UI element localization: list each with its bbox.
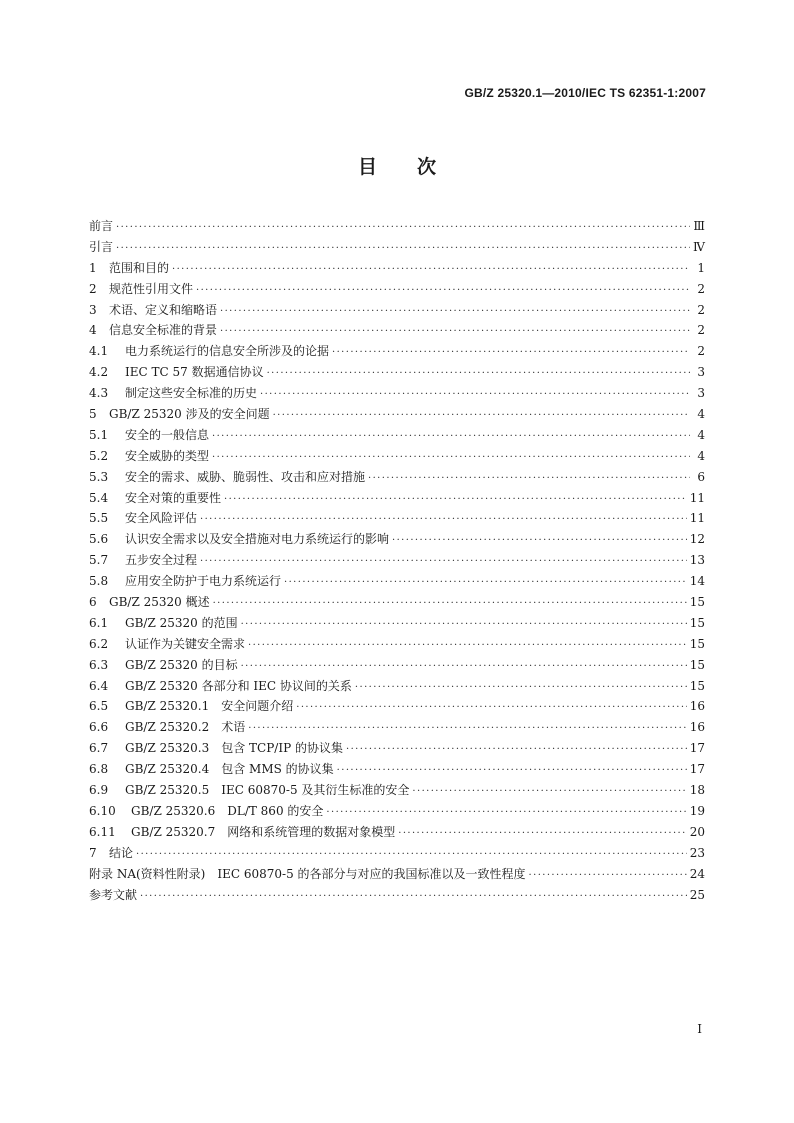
toc-entry-number: 6.3 bbox=[89, 657, 109, 672]
toc-entry[interactable] bbox=[89, 635, 705, 656]
toc-entry-page: 15 bbox=[689, 595, 705, 610]
toc-leader-dots bbox=[200, 514, 687, 525]
toc-entry-page: 4 bbox=[697, 448, 705, 463]
toc-entry-number: 2 bbox=[89, 281, 97, 296]
toc-entry[interactable] bbox=[89, 781, 705, 802]
toc-entry-label: 安全的一般信息 bbox=[125, 427, 210, 442]
toc-entry-page: 3 bbox=[697, 386, 705, 401]
toc-entry-label: 前言 bbox=[89, 219, 114, 233]
toc-entry-label: 认证作为关键安全需求 bbox=[125, 636, 246, 651]
toc-entry-label: GB/Z 25320.2 术语 bbox=[125, 720, 246, 735]
toc-leader-dots bbox=[337, 765, 687, 776]
toc-entry[interactable] bbox=[89, 509, 705, 530]
toc-entry[interactable] bbox=[89, 489, 705, 510]
toc-entry-number: 6.10 bbox=[89, 803, 116, 818]
toc-leader-dots bbox=[196, 285, 690, 296]
toc-entry-number: 6.9 bbox=[89, 783, 109, 798]
toc-entry-label: GB/Z 25320.5 IEC 60870-5 及其衍生标准的安全 bbox=[125, 783, 410, 798]
toc-entry-label: 术语、定义和缩略语 bbox=[109, 302, 218, 317]
toc-entry-page: 14 bbox=[689, 574, 705, 589]
toc-leader-dots bbox=[355, 682, 687, 693]
toc-entry-label: GB/Z 25320 的范围 bbox=[125, 615, 238, 630]
toc-leader-dots bbox=[332, 347, 690, 358]
toc-leader-dots bbox=[220, 306, 690, 317]
toc-entry-number: 4 bbox=[89, 323, 97, 338]
toc-entry-page: 2 bbox=[697, 302, 705, 317]
toc-leader-dots bbox=[248, 640, 687, 651]
toc-entry-label: GB/Z 25320 涉及的安全问题 bbox=[109, 407, 270, 422]
toc-entry-label: GB/Z 25320.7 网络和系统管理的数据对象模型 bbox=[131, 824, 396, 839]
toc-entry-page: Ⅳ bbox=[693, 239, 705, 254]
toc-entry-number: 5.2 bbox=[89, 448, 109, 463]
toc-entry-page: 19 bbox=[689, 803, 705, 818]
toc-entry[interactable] bbox=[89, 405, 705, 426]
toc-entry[interactable] bbox=[89, 447, 705, 468]
toc-leader-dots bbox=[172, 264, 690, 275]
toc-entry-page: Ⅲ bbox=[693, 219, 705, 233]
toc-entry-page: 24 bbox=[689, 866, 705, 881]
toc-entry-label: 五步安全过程 bbox=[125, 553, 198, 568]
toc-entry-label: 电力系统运行的信息安全所涉及的论据 bbox=[125, 344, 330, 359]
toc-entry-label: 范围和目的 bbox=[109, 260, 170, 275]
toc-entry[interactable] bbox=[89, 865, 705, 886]
page-title: 目次 bbox=[357, 156, 476, 178]
toc-entry[interactable] bbox=[89, 677, 705, 698]
toc-leader-dots bbox=[224, 494, 687, 505]
toc-entry-page: 13 bbox=[689, 553, 705, 568]
toc-leader-dots bbox=[368, 473, 690, 484]
toc-entry-page: 12 bbox=[689, 532, 705, 547]
toc-entry-number: 3 bbox=[89, 302, 97, 317]
toc-entry[interactable] bbox=[89, 718, 705, 739]
toc-entry-label: 安全风险评估 bbox=[125, 511, 198, 526]
toc-entry-label: GB/Z 25320 概述 bbox=[109, 595, 210, 610]
toc-entry[interactable] bbox=[89, 656, 705, 677]
toc-entry[interactable] bbox=[89, 844, 705, 865]
toc-entry-number: 6.5 bbox=[89, 699, 109, 714]
toc-entry[interactable] bbox=[89, 363, 705, 384]
toc-entry-number: 6.1 bbox=[89, 615, 109, 630]
toc-entry-number: 5.5 bbox=[89, 511, 109, 526]
toc-leader-dots bbox=[140, 891, 687, 902]
toc-entry[interactable] bbox=[89, 259, 705, 280]
toc-entry-page: 2 bbox=[697, 281, 705, 296]
standard-number: GB/Z 25320.1—2010/IEC TS 62351-1:2007 bbox=[464, 86, 706, 100]
toc-entry[interactable] bbox=[89, 572, 705, 593]
toc-entry-page: 6 bbox=[697, 469, 705, 484]
toc-entry-number: 7 bbox=[89, 845, 97, 860]
toc-leader-dots bbox=[346, 744, 687, 755]
page-folio: Ⅰ bbox=[697, 1022, 702, 1036]
toc-entry-number: 4.3 bbox=[89, 386, 109, 401]
toc-entry-number: 5.6 bbox=[89, 532, 109, 547]
toc-entry[interactable] bbox=[89, 802, 705, 823]
toc-entry-label: GB/Z 25320 各部分和 IEC 协议间的关系 bbox=[125, 678, 352, 693]
toc-entry-number: 6.11 bbox=[89, 824, 116, 839]
toc-entry-label: GB/Z 25320.6 DL/T 860 的安全 bbox=[131, 803, 324, 818]
toc-entry-label: 安全的需求、威胁、脆弱性、攻击和应对措施 bbox=[125, 469, 366, 484]
toc-entry-page: 18 bbox=[689, 783, 705, 798]
toc-entry-number: 1 bbox=[89, 260, 97, 275]
toc-entry[interactable] bbox=[89, 697, 705, 718]
toc-entry-label: 参考文献 bbox=[89, 887, 138, 902]
toc-entry-number: 6.2 bbox=[89, 636, 109, 651]
toc-entry-number: 5.7 bbox=[89, 553, 109, 568]
toc-entry-label: 安全威胁的类型 bbox=[125, 448, 210, 463]
toc-entry-page: 15 bbox=[689, 657, 705, 672]
toc-leader-dots bbox=[212, 431, 690, 442]
toc-leader-dots bbox=[296, 702, 686, 713]
toc-entry[interactable] bbox=[89, 886, 705, 907]
toc-entry-page: 16 bbox=[689, 699, 705, 714]
toc-entry-number: 4.1 bbox=[89, 344, 109, 359]
toc-leader-dots bbox=[200, 556, 687, 567]
toc-entry[interactable] bbox=[89, 384, 705, 405]
toc-entry-label: 制定这些安全标准的历史 bbox=[125, 386, 258, 401]
toc-leader-dots bbox=[241, 619, 687, 630]
toc-entry-number: 5.8 bbox=[89, 574, 109, 589]
toc-entry-label: GB/Z 25320 的目标 bbox=[125, 657, 238, 672]
toc-leader-dots bbox=[284, 577, 687, 588]
toc-entry-page: 4 bbox=[697, 407, 705, 422]
toc-entry-label: 信息安全标准的背景 bbox=[109, 323, 218, 338]
toc-entry-label: 安全对策的重要性 bbox=[125, 490, 222, 505]
toc-entry-number: 5 bbox=[89, 407, 97, 422]
toc-entry[interactable] bbox=[89, 217, 705, 238]
toc-entry-label: 附录 NA(资料性附录) IEC 60870-5 的各部分与对应的我国标准以及一致性程度 bbox=[89, 866, 526, 881]
toc-entry-label: 引言 bbox=[89, 239, 114, 254]
toc-entry-label: 应用安全防护于电力系统运行 bbox=[125, 574, 282, 589]
toc-entry-page: 1 bbox=[697, 260, 705, 275]
toc-leader-dots bbox=[273, 410, 690, 421]
toc-entry-page: 15 bbox=[689, 615, 705, 630]
toc-leader-dots bbox=[136, 849, 687, 860]
toc-entry-page: 20 bbox=[689, 824, 705, 839]
toc-entry-number: 5.1 bbox=[89, 427, 109, 442]
toc-entry-page: 15 bbox=[689, 678, 705, 693]
toc-entry-number: 5.4 bbox=[89, 490, 109, 505]
toc-entry-page: 16 bbox=[689, 720, 705, 735]
toc-leader-dots bbox=[529, 870, 687, 881]
toc-entry-page: 2 bbox=[697, 323, 705, 338]
toc-leader-dots bbox=[398, 828, 686, 839]
toc-entry-page: 25 bbox=[689, 887, 705, 902]
toc-entry[interactable] bbox=[89, 530, 705, 551]
toc-entry-label: GB/Z 25320.3 包含 TCP/IP 的协议集 bbox=[125, 741, 343, 756]
toc-leader-dots bbox=[241, 661, 687, 672]
toc-leader-dots bbox=[220, 326, 690, 337]
toc-entry-label: 规范性引用文件 bbox=[109, 281, 194, 296]
toc-entry-page: 2 bbox=[697, 344, 705, 359]
toc-entry-label: GB/Z 25320.4 包含 MMS 的协议集 bbox=[125, 762, 334, 777]
toc-leader-dots bbox=[248, 723, 686, 734]
toc-entry-page: 23 bbox=[689, 845, 705, 860]
toc-leader-dots bbox=[267, 368, 690, 379]
toc-leader-dots bbox=[326, 807, 686, 818]
toc-entry-page: 15 bbox=[689, 636, 705, 651]
toc-entry[interactable] bbox=[89, 593, 705, 614]
toc-entry-page: 17 bbox=[689, 741, 705, 756]
toc-entry[interactable] bbox=[89, 614, 705, 635]
toc-entry-page: 17 bbox=[689, 762, 705, 777]
toc-entry[interactable] bbox=[89, 321, 705, 342]
toc-entry-page: 11 bbox=[689, 490, 705, 505]
toc-entry-page: 11 bbox=[689, 511, 705, 526]
toc-entry[interactable] bbox=[89, 301, 705, 322]
toc-entry[interactable] bbox=[89, 342, 705, 363]
toc-entry[interactable] bbox=[89, 280, 705, 301]
toc-entry-number: 6.8 bbox=[89, 762, 109, 777]
toc-entry-number: 5.3 bbox=[89, 469, 109, 484]
toc-entry[interactable] bbox=[89, 468, 705, 489]
toc-entry[interactable] bbox=[89, 739, 705, 760]
toc-entry[interactable] bbox=[89, 760, 705, 781]
toc-entry-number: 6 bbox=[89, 595, 97, 610]
toc-leader-dots bbox=[213, 598, 687, 609]
toc-entry[interactable] bbox=[89, 823, 705, 844]
toc-entry-label: IEC TC 57 数据通信协议 bbox=[125, 365, 264, 380]
toc-leader-dots bbox=[212, 452, 690, 463]
table-of-contents bbox=[89, 217, 705, 906]
toc-entry-page: 4 bbox=[697, 427, 705, 442]
toc-entry-number: 6.7 bbox=[89, 741, 109, 756]
toc-leader-dots bbox=[412, 786, 686, 797]
toc-entry-number: 6.4 bbox=[89, 678, 109, 693]
toc-entry-number: 6.6 bbox=[89, 720, 109, 735]
toc-leader-dots bbox=[392, 535, 687, 546]
toc-leader-dots bbox=[116, 243, 690, 254]
toc-entry[interactable] bbox=[89, 551, 705, 572]
toc-entry[interactable] bbox=[89, 426, 705, 447]
toc-entry-number: 4.2 bbox=[89, 365, 109, 380]
toc-leader-dots bbox=[116, 222, 690, 233]
toc-entry-label: 认识安全需求以及安全措施对电力系统运行的影响 bbox=[125, 532, 390, 547]
toc-entry-label: 结论 bbox=[109, 845, 134, 860]
toc-entry-page: 3 bbox=[697, 365, 705, 380]
toc-entry-label: GB/Z 25320.1 安全问题介绍 bbox=[125, 699, 294, 714]
toc-leader-dots bbox=[260, 389, 690, 400]
toc-entry[interactable] bbox=[89, 238, 705, 259]
